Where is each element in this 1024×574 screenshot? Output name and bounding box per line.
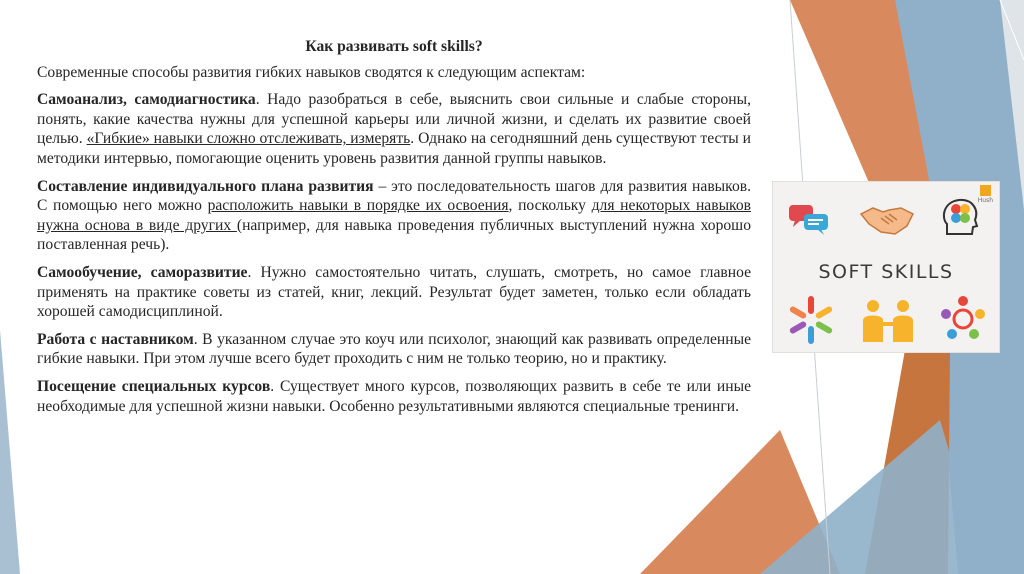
- team-circle-icon: [939, 294, 987, 344]
- section-heading: Составление индивидуального плана развития: [37, 177, 374, 195]
- people-group-icon: [859, 298, 919, 344]
- chat-bubbles-icon: [787, 202, 831, 236]
- hands-circle-icon: [783, 294, 839, 346]
- section-heading: Самообучение, саморазвитие: [37, 263, 248, 281]
- section-self-learning: [37, 263, 751, 322]
- section-text: – это последовательность шагов для развития навыков. С помощью него можно: [37, 177, 751, 215]
- section-heading: Посещение специальных курсов: [37, 377, 271, 395]
- main-content: [37, 37, 751, 424]
- section-heading: Самоанализ, самодиагностика: [37, 91, 256, 109]
- brand-label: Hush: [977, 197, 993, 204]
- section-text: , поскольку: [508, 197, 592, 215]
- section-text: . В указанном случае это коуч или психолог, знающий как развивать определенные гибкие навыки. При этом лучше всего будет проходить с ним не только теорию, но и практику.: [37, 330, 751, 368]
- underlined-phrase: «Гибкие» навыки сложно отслеживать, измерять: [86, 130, 411, 148]
- section-text: . Однако на сегодняшний день существуют тесты и методики интервью, помогающие оценить уровень развития данной группы навыков.: [37, 130, 751, 167]
- section-heading: Работа с наставником: [37, 330, 194, 348]
- head-brain-icon: [937, 196, 983, 242]
- section-development-plan: [37, 177, 751, 255]
- section-text: . Существует много курсов, позволяющих развить в себе те или иные необходимые для успешной жизни навыки. Особенно результативными являются специальные тренинги.: [37, 377, 751, 415]
- soft-skills-image: [772, 181, 1000, 353]
- intro-text: Современные способы развития гибких навыков сводятся к следующим аспектам:: [37, 63, 586, 81]
- bg-left-blue-shape: [0, 330, 20, 574]
- section-text: . Надо разобраться в себе, выяснить свои сильные и слабые стороны, понять, какие качества нужны для успешной карьеры или личной жизни, и сделать их развитие своей целью.: [37, 91, 751, 148]
- section-courses: [37, 377, 751, 416]
- underlined-phrase: для некоторых навыков нужна основа в виде других: [37, 197, 751, 234]
- handshake-icon: [859, 202, 915, 238]
- brand-logo-icon: [980, 185, 991, 196]
- section-text: (например, для навыка проведения публичных выступлений нужна хорошо поставленная речь).: [37, 216, 751, 254]
- section-self-analysis: [37, 90, 751, 168]
- underlined-phrase: расположить навыки в порядке их освоения: [207, 197, 509, 215]
- page-title: Как развивать soft skills?: [305, 38, 483, 55]
- section-text: . Нужно самостоятельно читать, слушать, смотреть, но самое главное применять на практике советы из статей, книг, лекций. Результат будет заметен, только если обладать хорошей самодисциплиной.: [37, 263, 751, 321]
- card-title: SOFT SKILLS: [818, 261, 954, 283]
- section-mentor: [37, 330, 751, 369]
